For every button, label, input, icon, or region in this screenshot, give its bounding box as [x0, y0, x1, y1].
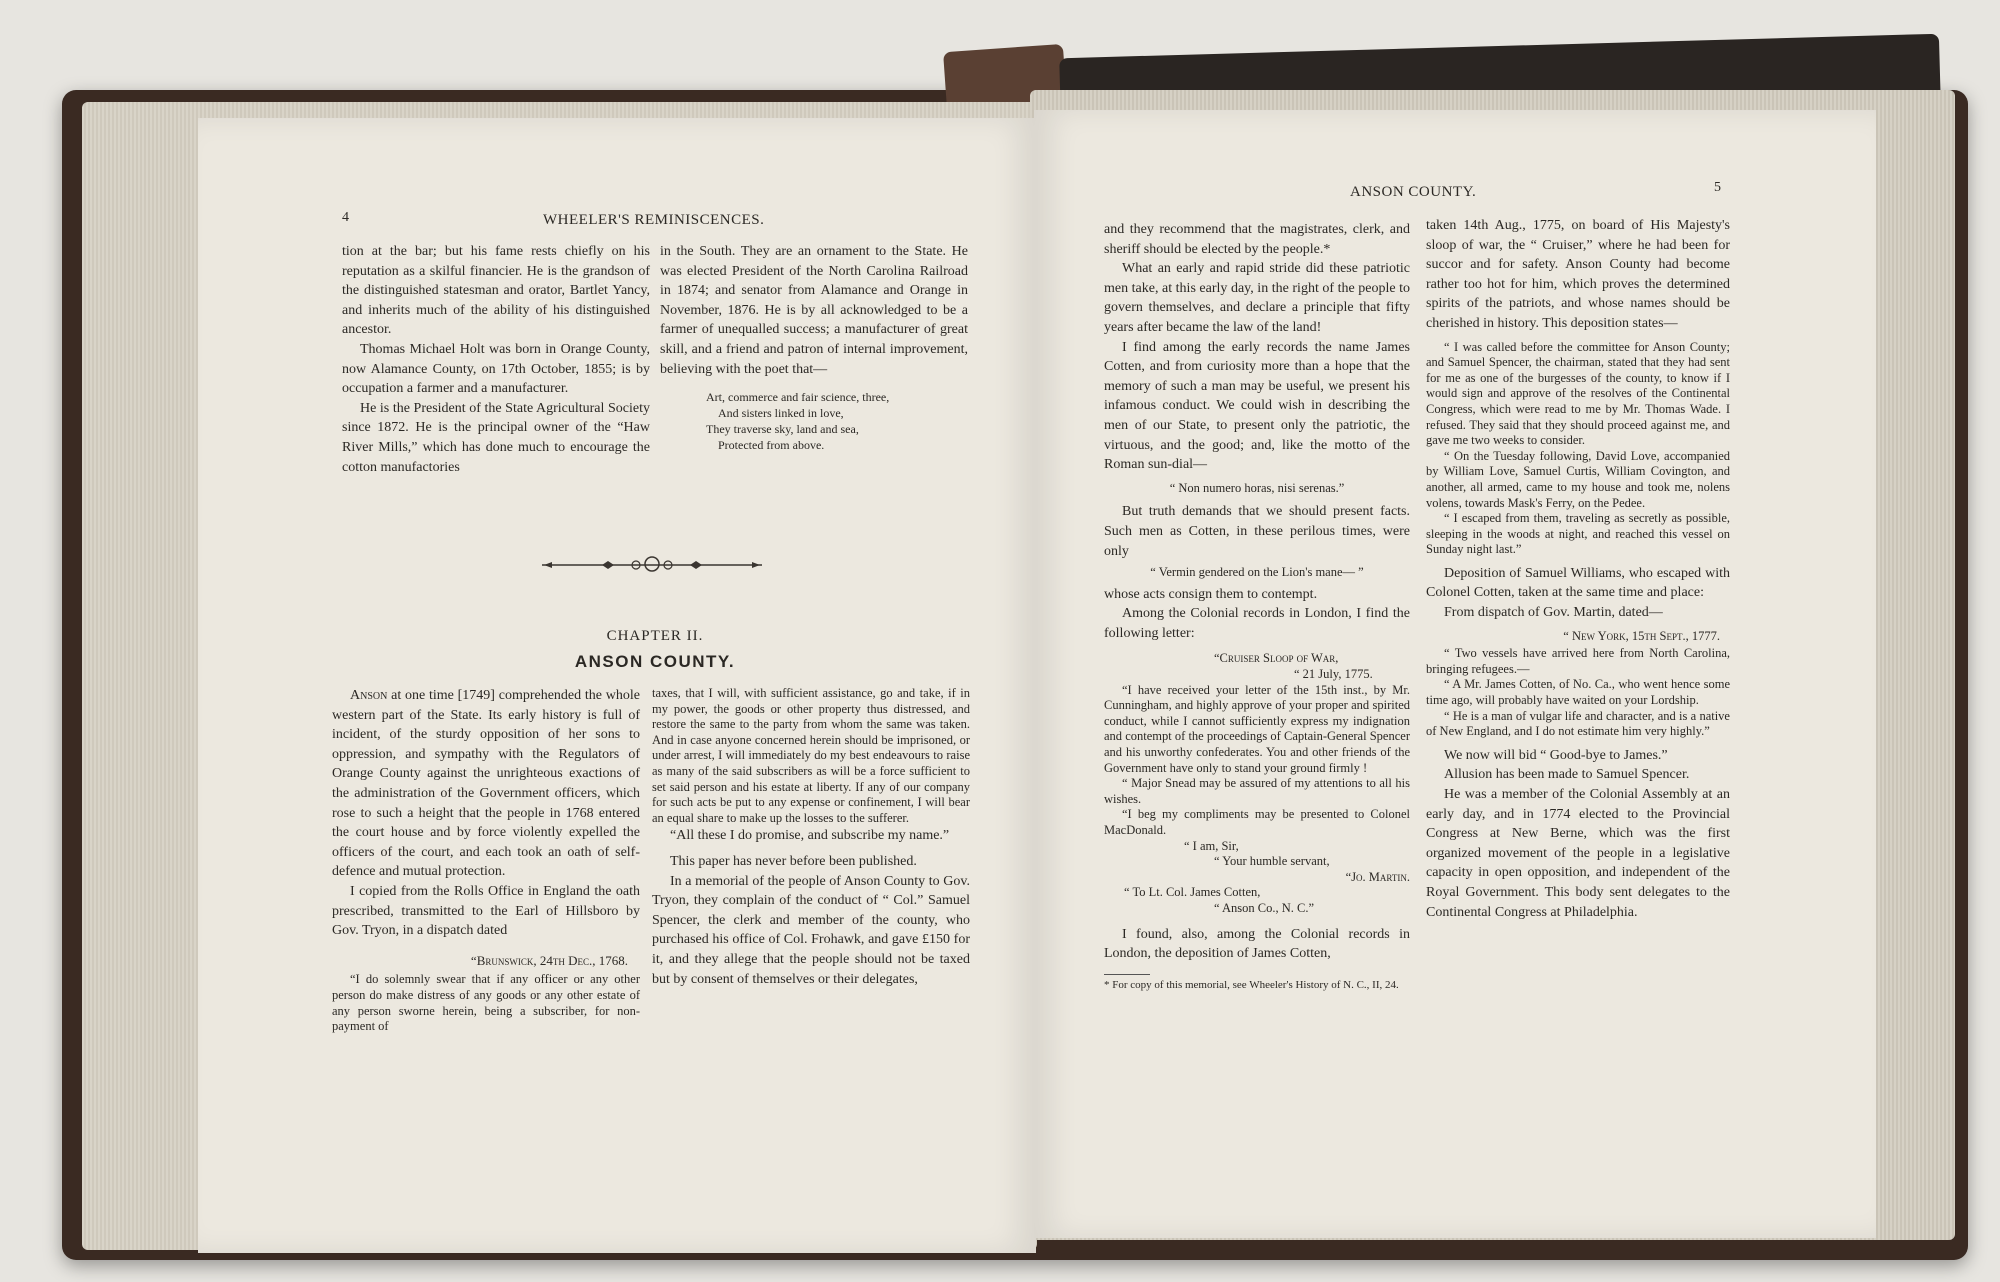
dateline: “ New York, 15th Sept., 1777.	[1563, 628, 1720, 643]
paragraph: In a memorial of the people of Anson County to Gov. Tryon, they complain of the conduct of “ Col.” Samuel Spencer, the clerk and member of the county, who purchased his office of Col. Frohawk, and gave £150 for it, and they allege that the people should not be taxed but by consent of themselves or their delegates,	[652, 873, 970, 987]
letter-address: “ To Lt. Col. James Cotten,	[1124, 885, 1261, 900]
paragraph: at one time [1749] comprehended the whole western part of the State. Its early history is full of incident, of the sturdy opposition of her sons to oppression, and sympathy with the Regulators of Orange County against the unrighteous exactions of the administration of the Government officers, which rose to such a height that the people in 1768 entered the court house and by force violently expelled the officers of the court, and each took an oath of self-defence and mutual protection.	[332, 688, 641, 880]
paragraph: I found, also, among the Colonial records in London, the deposition of James Cotten,	[1104, 926, 1410, 962]
right-running-head: ANSON COUNTY.	[1350, 184, 1477, 200]
paragraph: whose acts consign them to contempt.	[1104, 586, 1318, 602]
poem	[706, 389, 968, 453]
left-lower-col1	[332, 686, 640, 1035]
right-page-number: 5	[1714, 180, 1721, 195]
left-page-number: 4	[342, 210, 349, 225]
quote: “ A Mr. James Cotten, of No. Ca., who went hence some time ago, will probably have waited on your Lordship.	[1426, 677, 1730, 708]
paragraph: What an early and rapid stride did these patriotic men take, at this early day, in the right of the people to govern themselves, and declare a principle that fifty years after became the law of the land!	[1104, 261, 1410, 335]
left-col2	[660, 242, 968, 453]
chapter-label: CHAPTER II.	[606, 628, 704, 644]
letter-address: “ Anson Co., N. C.”	[1214, 900, 1314, 915]
letter-signature: “Jo. Martin.	[1345, 869, 1410, 884]
letter-paragraph: “I have received your letter of the 15th inst., by Mr. Cunningham, and highly approve of your proper and spirited conduct, while I cannot sufficiently express my indignation and contempt of the proceedings of Captain-General Spencer and his unworthy confederates. You and other friends of the Government have only to stand your ground firmly !	[1104, 682, 1410, 775]
letter-signoff: “ I am, Sir,	[1184, 838, 1239, 853]
letter-paragraph: “ Major Snead may be assured of my attentions to all his wishes.	[1104, 776, 1410, 806]
paragraph: Among the Colonial records in London, I find the following letter:	[1104, 606, 1410, 641]
left-page	[198, 118, 1036, 1253]
paragraph: taken 14th Aug., 1775, on board of His Majesty's sloop of war, the “ Cruiser,” where he had been for succor and for safety. Anson County had become rather too hot for him, which proves the determined spirits of the patriots, and whose names should be cherished in history. This deposition states—	[1426, 218, 1730, 331]
quote: “I do solemnly swear that if any officer or any other person do make distress of any goods or any other estate of any person sworne herein, being a subscriber, for non-payment of	[332, 972, 640, 1034]
letter-heading: “Cruiser Sloop of War,	[1214, 651, 1339, 666]
paragraph: tion at the bar; but his fame rests chiefly on his reputation as a skilful financier. He is the grandson of the distinguished statesman and orator, Bartlet Yancy, and inherits much of the ability of his distinguished ancestor.	[342, 244, 650, 338]
poem-line: Protected from above.	[718, 438, 825, 453]
dateline: “Brunswick, 24th Dec., 1768.	[470, 952, 628, 968]
chapter-title: ANSON COUNTY.	[574, 652, 736, 671]
right-page	[1034, 110, 1876, 1238]
letter-paragraph: “I beg my compliments may be presented to Colonel MacDonald.	[1104, 807, 1410, 837]
motto: “ Non numero horas, nisi serenas.”	[1169, 480, 1345, 495]
paragraph: He is the President of the State Agricultural Society since 1872. He is the principal owner of the “Haw River Mills,” which has done much to encourage the cotton manufactories	[342, 400, 650, 475]
quote: “ He is a man of vulgar life and character, and is a native of New England, and I do not estimate him very highly.”	[1426, 708, 1730, 739]
paragraph: He was a member of the Colonial Assembly at an early day, and in 1774 elected to the Provincial Congress at New Berne, which was the first organized movement of the people in a legislative capacity in open opposition, and independent of the Royal Government. This body sent delegates to the Continental Congress at Philadelphia.	[1426, 787, 1730, 920]
paragraph: Thomas Michael Holt was born in Orange County, now Alamance County, on 17th October, 1855; is by occupation a farmer and a manufacturer.	[342, 341, 650, 397]
paragraph: I copied from the Rolls Office in England the oath prescribed, transmitted to the Earl of Hillsboro by Gov. Tryon, in a dispatch dated	[332, 883, 640, 939]
paragraph: This paper has never before been published.	[670, 853, 917, 869]
left-col1	[342, 242, 650, 477]
paragraph: Deposition of Samuel Williams, who escaped with Colonel Cotten, taken at the same time and place:	[1426, 565, 1730, 601]
quote: “ Vermin gendered on the Lion's mane— ”	[1150, 565, 1364, 580]
right-col1	[1104, 220, 1410, 992]
letter-signoff: “ Your humble servant,	[1214, 854, 1330, 869]
letter-date: “ 21 July, 1775.	[1294, 667, 1373, 682]
ornament-divider	[542, 554, 762, 576]
quote: “ Two vessels have arrived here from North Carolina, bringing refugees.—	[1426, 646, 1730, 676]
paragraph: I find among the early records the name James Cotten, and from curiosity more than a hope that the memory of such a man may be useful, we present his infamous conduct. We could wish in describing the men of our State, to present only the patriotic, the virtuous, and the good; and, like the motto of the Roman sun-dial—	[1104, 339, 1410, 473]
deposition-paragraph: “ I escaped from them, traveling as secretly as possible, sleeping in the woods at night, and reached this vessel on Sunday night last.”	[1426, 511, 1730, 557]
poem-line: And sisters linked in love,	[718, 406, 844, 421]
footnote-rule	[1104, 974, 1150, 975]
footnote: * For copy of this memorial, see Wheeler's History of N. C., II, 24.	[1104, 978, 1399, 991]
lead-word: Anson	[350, 688, 388, 703]
deposition-paragraph: “ On the Tuesday following, David Love, accompanied by William Love, Samuel Curtis, William Covington, and another, all armed, came to my house and took me, nolens volens, towards Mask's Ferry, on the Pedee.	[1426, 448, 1730, 510]
quote: “All these I do promise, and subscribe my name.”	[670, 828, 950, 844]
paragraph: Allusion has been made to Samuel Spencer.	[1444, 767, 1690, 783]
paragraph: and they recommend that the magistrates, clerk, and sheriff should be elected by the people.*	[1104, 222, 1410, 257]
left-lower-col2	[652, 686, 970, 989]
paragraph: in the South. They are an ornament to the State. He was elected President of the North Carolina Railroad in 1874; and senator from Alamance and Orange in November, 1876. He is by all acknowledged to be a farmer of unequalled success; a manufacturer of great skill, and a friend and patron of internal improvement, believing with the poet that—	[660, 244, 968, 377]
paragraph: We now will bid “ Good-bye to James.”	[1444, 747, 1668, 763]
deposition-paragraph: “ I was called before the committee for Anson County; and Samuel Spencer, the chairman, stated that they had sent for me as one of the burgesses of the county, to know if I would sign and approve of the resolves of the Continental Congress, which were read to me by Mr. Thomas Wade. I refused. They said that they should proceed against me, and gave me two weeks to consider.	[1426, 339, 1730, 448]
paragraph: From dispatch of Gov. Martin, dated—	[1444, 605, 1663, 621]
poem-line: Art, commerce and fair science, three,	[706, 390, 890, 405]
quote: taxes, that I will, with sufficient assistance, go and take, if in my power, the goods or other property thus distressed, and restore the same to the party from whom the same was taken. And in case anyone concerned herein should be imprisoned, or under arrest, I will immediately do my best endeavours to raise as many of the said subscribers as will be a force sufficient to set said person and his estate at liberty. If any of our company for such acts be put to any expense or confinement, I will bear an equal share to make up the losses to the sufferer.	[652, 686, 970, 825]
paragraph: But truth demands that we should present facts. Such men as Cotten, in these perilous times, were only	[1104, 504, 1410, 559]
poem-line: They traverse sky, land and sea,	[706, 422, 859, 437]
right-col2	[1426, 216, 1730, 922]
left-running-head: WHEELER'S REMINISCENCES.	[543, 212, 765, 228]
